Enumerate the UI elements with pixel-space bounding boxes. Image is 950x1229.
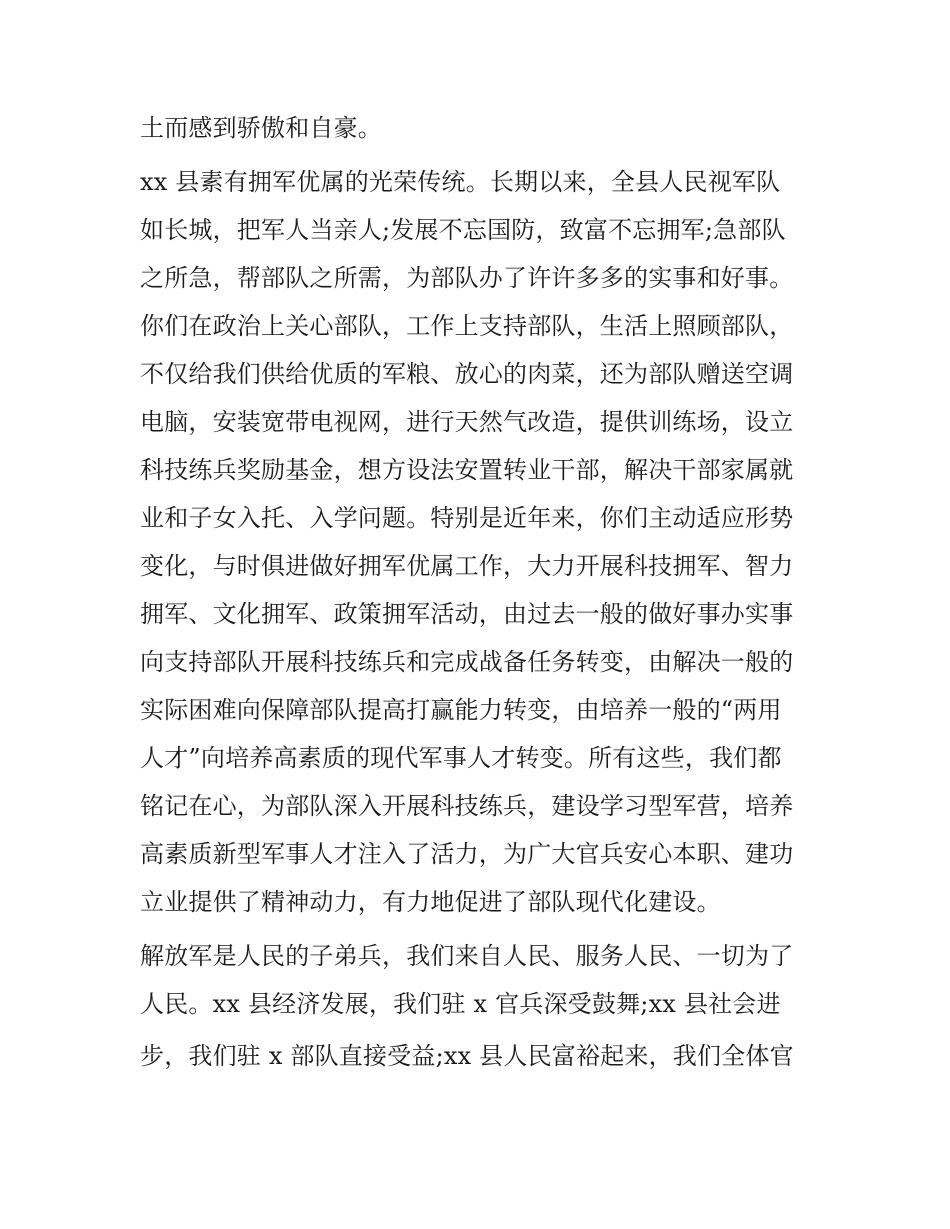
text-line: 你们在政治上关心部队，工作上支持部队，生活上照顾部队， — [140, 312, 794, 340]
text-line: 人民。xx 县经济发展，我们驻 x 官兵深受鼓舞;xx 县社会进 — [140, 990, 781, 1018]
text-line: 步，我们驻 x 部队直接受益;xx 县人民富裕起来，我们全体官 — [140, 1042, 794, 1070]
text-line: 人才”向培养高素质的现代军事人才转变。所有这些，我们都 — [140, 744, 782, 772]
text-line: 业和子女入托、入学问题。特别是近年来，你们主动适应形势 — [140, 504, 794, 532]
text-line: 之所急，帮部队之所需，为部队办了许许多多的实事和好事。 — [140, 264, 794, 292]
text-line: 科技练兵奖励基金，想方设法安置转业干部，解决干部家属就 — [140, 456, 794, 484]
text-line: 实际困难向保障部队提高打赢能力转变，由培养一般的“两用 — [140, 696, 782, 724]
text-line: 解放军是人民的子弟兵，我们来自人民、服务人民、一切为了 — [140, 942, 794, 970]
text-line: 不仅给我们供给优质的军粮、放心的肉菜，还为部队赠送空调 — [140, 360, 794, 388]
text-line: 变化，与时俱进做好拥军优属工作，大力开展科技拥军、智力 — [140, 552, 794, 580]
text-line: 铭记在心，为部队深入开展科技练兵，建设学习型军营，培养 — [140, 792, 794, 820]
text-line: 电脑，安装宽带电视网，进行天然气改造，提供训练场，设立 — [140, 408, 794, 436]
text-line: 高素质新型军事人才注入了活力，为广大官兵安心本职、建功 — [140, 840, 794, 868]
text-line: 立业提供了精神动力，有力地促进了部队现代化建设。 — [140, 888, 721, 916]
text-line: 拥军、文化拥军、政策拥军活动，由过去一般的做好事办实事 — [140, 600, 794, 628]
text-line: 如长城，把军人当亲人;发展不忘国防，致富不忘拥军;急部队 — [140, 216, 786, 244]
text-line: 土而感到骄傲和自豪。 — [140, 114, 382, 142]
text-line: 向支持部队开展科技练兵和完成战备任务转变，由解决一般的 — [140, 648, 794, 676]
text-line: xx 县素有拥军优属的光荣传统。长期以来，全县人民视军队 — [140, 168, 781, 196]
